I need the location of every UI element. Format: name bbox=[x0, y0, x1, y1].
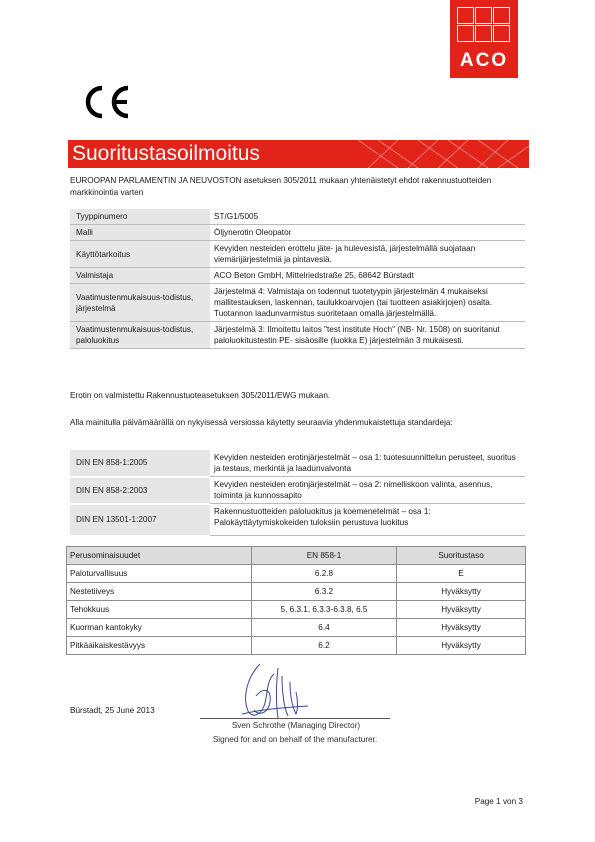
ce-mark-icon bbox=[80, 84, 132, 120]
title-band bbox=[68, 140, 529, 168]
column-header: Suoritustaso bbox=[397, 547, 526, 565]
characteristics-table bbox=[66, 546, 526, 655]
standard-code: DIN EN 858-2:2003 bbox=[70, 477, 210, 504]
table-cell: E bbox=[397, 565, 526, 583]
table-row bbox=[67, 565, 526, 583]
page-title: Suoritustasoilmoitus bbox=[72, 142, 260, 165]
logo-text: ACO bbox=[459, 50, 509, 71]
info-row bbox=[70, 284, 525, 322]
info-label: Vaatimustenmukaisuus-todistus, järjestelmä bbox=[70, 284, 210, 322]
info-value: ACO Beton GmbH, Mittelriedstraße 25, 68642 Bürstadt bbox=[210, 268, 525, 284]
info-row bbox=[70, 225, 525, 241]
product-info-table bbox=[70, 209, 525, 349]
standard-description: Rakennustuotteiden paloluokitus ja koemenetelmät – osa 1: Palokäyttäytymiskokeiden tuloksiin perustuva luokitus bbox=[210, 504, 525, 536]
signer-name: Sven Schrothe (Managing Director) bbox=[231, 721, 361, 730]
table-cell: Kuorman kantokyky bbox=[67, 619, 252, 637]
table-row bbox=[67, 583, 526, 601]
table-cell: 5, 6.3.1, 6.3.3-6.3.8, 6.5 bbox=[252, 601, 397, 619]
info-label: Malli bbox=[70, 225, 210, 241]
standards-table bbox=[70, 450, 525, 537]
standard-description: Kevyiden nesteiden erotinjärjestelmät – osa 1: tuotesuunnittelun perusteet, suoritus ja testaus, merkintä ja laadunvalvonta bbox=[210, 450, 525, 477]
table-row bbox=[67, 637, 526, 655]
info-label: Tyyppinumero bbox=[70, 209, 210, 225]
column-header: EN 858-1 bbox=[252, 547, 397, 565]
title-decoration bbox=[358, 140, 529, 168]
manufacturing-statement: Erotin on valmistettu Rakennustuoteasetuksen 305/2011/EWG mukaan. bbox=[70, 391, 331, 400]
issue-date: Bürstadt, 25 June 2013 bbox=[70, 706, 155, 715]
info-label: Vaatimustenmukaisuus-todistus, paloluokitus bbox=[70, 322, 210, 349]
info-value: Öljynerotin Oleopator bbox=[210, 225, 525, 241]
info-label: Käyttötarkoitus bbox=[70, 241, 210, 268]
table-cell: 6.3.2 bbox=[252, 583, 397, 601]
table-cell: 6.2.8 bbox=[252, 565, 397, 583]
info-row bbox=[70, 268, 525, 284]
table-cell: 6.2 bbox=[252, 637, 397, 655]
info-value: Järjestelmä 3: Ilmoitettu laitos "test institute Hoch" (NB- Nr. 1508) on suoritanut paloluokitustestin PE- sisäosille (luokka E) järjestelmän 3 mukaisesti. bbox=[210, 322, 525, 349]
standard-row bbox=[70, 504, 525, 536]
signed-on-behalf-text: Signed for and on behalf of the manufacturer. bbox=[212, 735, 378, 744]
table-cell: Tehokkuus bbox=[67, 601, 252, 619]
standards-statement: Alla mainitulla päivämäärällä on nykyisessä versiossa käytetty seuraavia yhdenmukaistettuja standardeja: bbox=[70, 418, 453, 427]
table-cell: Hyväksytty bbox=[397, 637, 526, 655]
info-row bbox=[70, 241, 525, 268]
signature-image bbox=[238, 656, 318, 726]
standard-row bbox=[70, 477, 525, 504]
standard-description: Kevyiden nesteiden erotinjärjestelmät – osa 2: nimelliskoon valinta, asennus, toiminta ja kunnossapito bbox=[210, 477, 525, 504]
info-label: Valmistaja bbox=[70, 268, 210, 284]
page-number: Page 1 von 3 bbox=[474, 797, 523, 806]
table-cell: Hyväksytty bbox=[397, 601, 526, 619]
table-row bbox=[67, 619, 526, 637]
table-cell: Nestetiiveys bbox=[67, 583, 252, 601]
table-cell: Hyväksytty bbox=[397, 619, 526, 637]
table-cell: Hyväksytty bbox=[397, 583, 526, 601]
standard-code: DIN EN 858-1:2005 bbox=[70, 450, 210, 477]
standard-code: DIN EN 13501-1:2007 bbox=[70, 504, 210, 536]
info-value: Kevyiden nesteiden erottelu jäte- ja hulevesistä, järjestelmällä suojataan viemärijärjestelmiä ja pintavesiä. bbox=[210, 241, 525, 268]
column-header: Perusominaisuudet bbox=[67, 547, 252, 565]
table-row bbox=[67, 601, 526, 619]
intro-text: EUROOPAN PARLAMENTIN JA NEUVOSTON asetuksen 305/2011 mukaan yhtenäistetyt ehdot rakennustuotteiden markkinointia varten bbox=[70, 176, 492, 197]
aco-logo bbox=[450, 0, 518, 78]
table-cell: Paloturvallisuus bbox=[67, 565, 252, 583]
table-header-row bbox=[67, 547, 526, 565]
info-value: Järjestelmä 4: Valmistaja on todennut tuotetyypin järjestelmän 4 mukaiseksi mallitestauksen, laskennan, taulukkoarvojen (tai tuotteen asiakirjojen) osalta. Tuotannon laadunvarmistus suoritetaan omalla järjestelmällä. bbox=[210, 284, 525, 322]
info-value: ST/G1/5005 bbox=[210, 209, 525, 225]
standard-row bbox=[70, 450, 525, 477]
signature-line bbox=[200, 718, 390, 719]
info-row bbox=[70, 209, 525, 225]
info-row bbox=[70, 322, 525, 349]
logo-grid-icon bbox=[454, 4, 514, 46]
table-cell: 6.4 bbox=[252, 619, 397, 637]
table-cell: Pitkäaikaiskestävyys bbox=[67, 637, 252, 655]
